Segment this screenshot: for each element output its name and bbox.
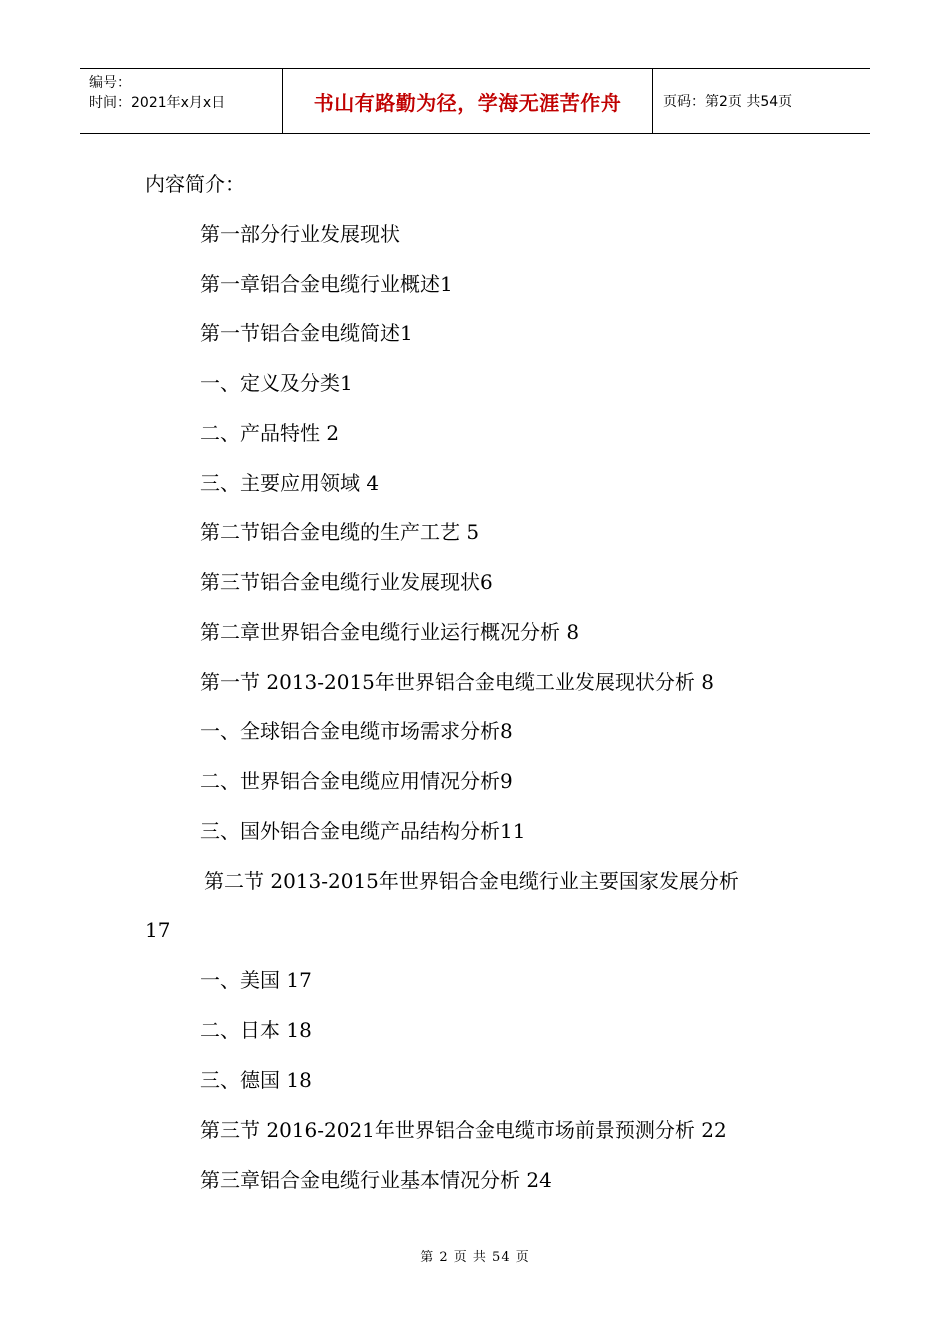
document-header <box>80 68 870 134</box>
toc-line: 第二节铝合金电缆的生产工艺 5 <box>200 520 480 544</box>
toc-line: 三、主要应用领域 4 <box>200 471 380 495</box>
motto-text: 书山有路勤为径，学海无涯苦作舟 <box>313 90 622 115</box>
toc-line: 三、德国 18 <box>200 1068 312 1092</box>
page-footer: 第 2 页 共 54 页 <box>420 1250 530 1265</box>
header-middle-cell <box>283 69 653 133</box>
toc-line: 二、产品特性 2 <box>200 421 340 445</box>
toc-line: 三、国外铝合金电缆产品结构分析11 <box>200 819 526 843</box>
toc-line: 第一节铝合金电缆简述1 <box>200 321 413 345</box>
header-right-cell <box>653 69 870 133</box>
toc-line: 一、全球铝合金电缆市场需求分析8 <box>200 719 513 743</box>
toc-line: 第三章铝合金电缆行业基本情况分析 24 <box>200 1168 552 1192</box>
toc-line: 二、世界铝合金电缆应用情况分析9 <box>200 769 513 793</box>
time-label: 时间：2021年x月x日 <box>89 95 226 111</box>
toc-line: 一、美国 17 <box>200 968 312 992</box>
intro-label: 内容简介： <box>145 172 245 196</box>
toc-line: 二、日本 18 <box>200 1018 312 1042</box>
page-code: 页码：第2页 共54页 <box>663 94 793 110</box>
toc-line: 第一部分行业发展现状 <box>200 222 400 246</box>
toc-line: 第三节 2016-2021年世界铝合金电缆市场前景预测分析 22 <box>200 1118 727 1142</box>
toc-line: 第二节 2013-2015年世界铝合金电缆行业主要国家发展分析 <box>204 869 739 893</box>
header-left-cell <box>80 69 283 133</box>
toc-line: 17 <box>145 918 171 942</box>
toc-line: 第二章世界铝合金电缆行业运行概况分析 8 <box>200 620 580 644</box>
number-label: 编号： <box>89 75 131 91</box>
toc-line: 第一节 2013-2015年世界铝合金电缆工业发展现状分析 8 <box>200 670 714 694</box>
toc-line: 第一章铝合金电缆行业概述1 <box>200 272 453 296</box>
toc-line: 一、定义及分类1 <box>200 371 353 395</box>
toc-line: 第三节铝合金电缆行业发展现状6 <box>200 570 493 594</box>
